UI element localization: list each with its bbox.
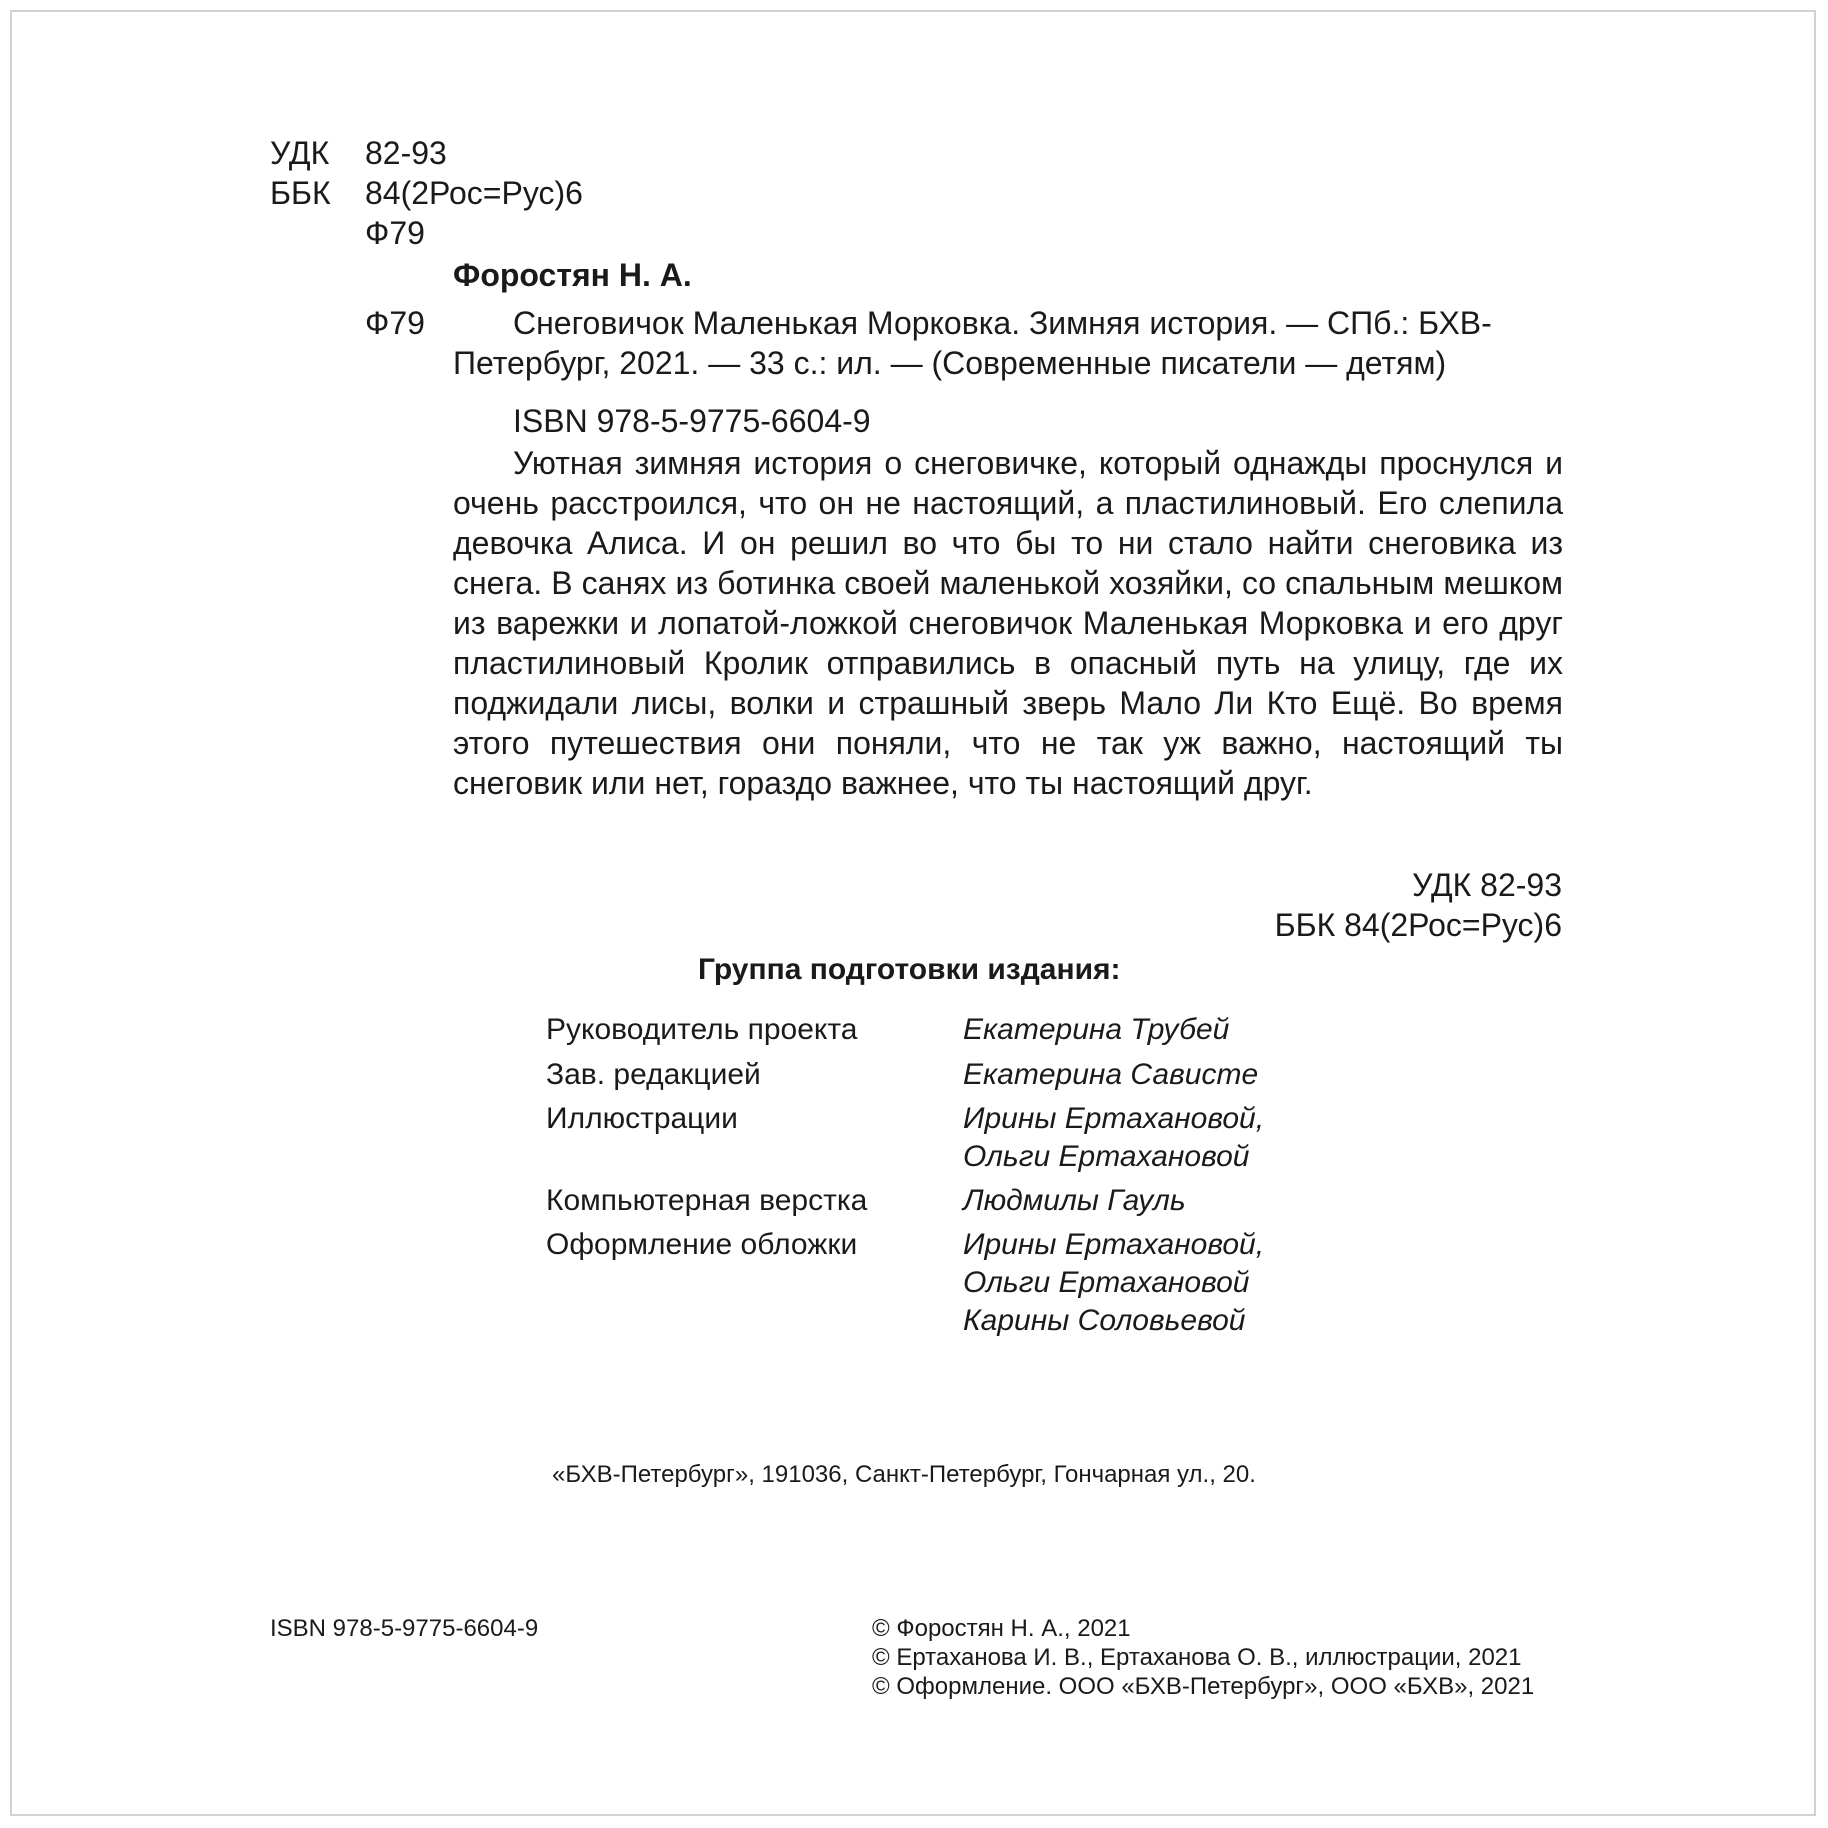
role-label: Оформление обложки bbox=[546, 1228, 858, 1261]
role-label: Иллюстрации bbox=[546, 1102, 738, 1135]
publisher-address: «БХВ-Петербург», 191036, Санкт-Петербург, Гончарная ул., 20. bbox=[552, 1461, 1256, 1488]
role-name: Ольги Ертахановой bbox=[963, 1266, 1250, 1299]
role-name: Людмилы Гауль bbox=[963, 1184, 1186, 1217]
role-label: Компьютерная верстка bbox=[546, 1184, 868, 1217]
annotation-paragraph: Уютная зимняя история о снеговичке, который однажды проснулся и очень расстроился, что он не настоящий, а пластилиновый. Его слепила девочка Алиса. И он решил во что бы то ни стало найти снеговика из снега. В санях из ботинка своей маленькой хозяйки, со спальным мешком из варежки и лопатой-ложкой снеговичок Маленькая Морковка и его друг пластилиновый Кролик отправились в опасный путь на улицу, где их поджидали лисы, волки и страшный зверь Мало Ли Кто Ещё. Во время этого путешествия они поняли, что не так уж важно, настоящий ты снеговик или нет, гораздо важнее, что ты настоящий друг. bbox=[453, 445, 1563, 801]
udk-label: УДК bbox=[270, 135, 330, 171]
role-name: Ирины Ертахановой, bbox=[963, 1102, 1265, 1135]
bbk-label: ББК bbox=[270, 175, 331, 211]
copyright-line: © Оформление. ООО «БХВ-Петербург», ООО «БХВ», 2021 bbox=[872, 1673, 1535, 1700]
role-name: Карины Соловьевой bbox=[963, 1304, 1246, 1337]
description-line-2: Петербург, 2021. — 33 с.: ил. — (Современные писатели — детям) bbox=[453, 345, 1447, 381]
author-sign-top: Ф79 bbox=[365, 215, 425, 251]
index-bbk: ББК 84(2Рос=Рус)6 bbox=[1274, 907, 1562, 943]
role-name: Ирины Ертахановой, bbox=[963, 1228, 1265, 1261]
udk-value: 82-93 bbox=[365, 135, 447, 171]
role-label: Руководитель проекта bbox=[546, 1013, 858, 1046]
annotation-text bbox=[453, 443, 1563, 803]
author-sign-entry: Ф79 bbox=[365, 305, 425, 341]
copyright-line: © Форостян Н. А., 2021 bbox=[872, 1615, 1131, 1642]
index-udk: УДК 82-93 bbox=[1412, 867, 1562, 903]
role-name: Ольги Ертахановой bbox=[963, 1140, 1250, 1173]
isbn-entry: ISBN 978-5-9775-6604-9 bbox=[513, 403, 871, 439]
footer-isbn: ISBN 978-5-9775-6604-9 bbox=[270, 1615, 539, 1642]
copyright-line: © Ертаханова И. В., Ертаханова О. В., иллюстрации, 2021 bbox=[872, 1644, 1522, 1671]
role-label: Зав. редакцией bbox=[546, 1058, 761, 1091]
role-name: Екатерина Сависте bbox=[963, 1058, 1259, 1091]
role-name: Екатерина Трубей bbox=[963, 1013, 1230, 1046]
bbk-value: 84(2Рос=Рус)6 bbox=[365, 175, 583, 211]
author-heading: Форостян Н. А. bbox=[453, 257, 692, 293]
production-heading: Группа подготовки издания: bbox=[698, 953, 1121, 986]
description-line-1: Снеговичок Маленькая Морковка. Зимняя история. — СПб.: БХВ- bbox=[513, 305, 1492, 341]
